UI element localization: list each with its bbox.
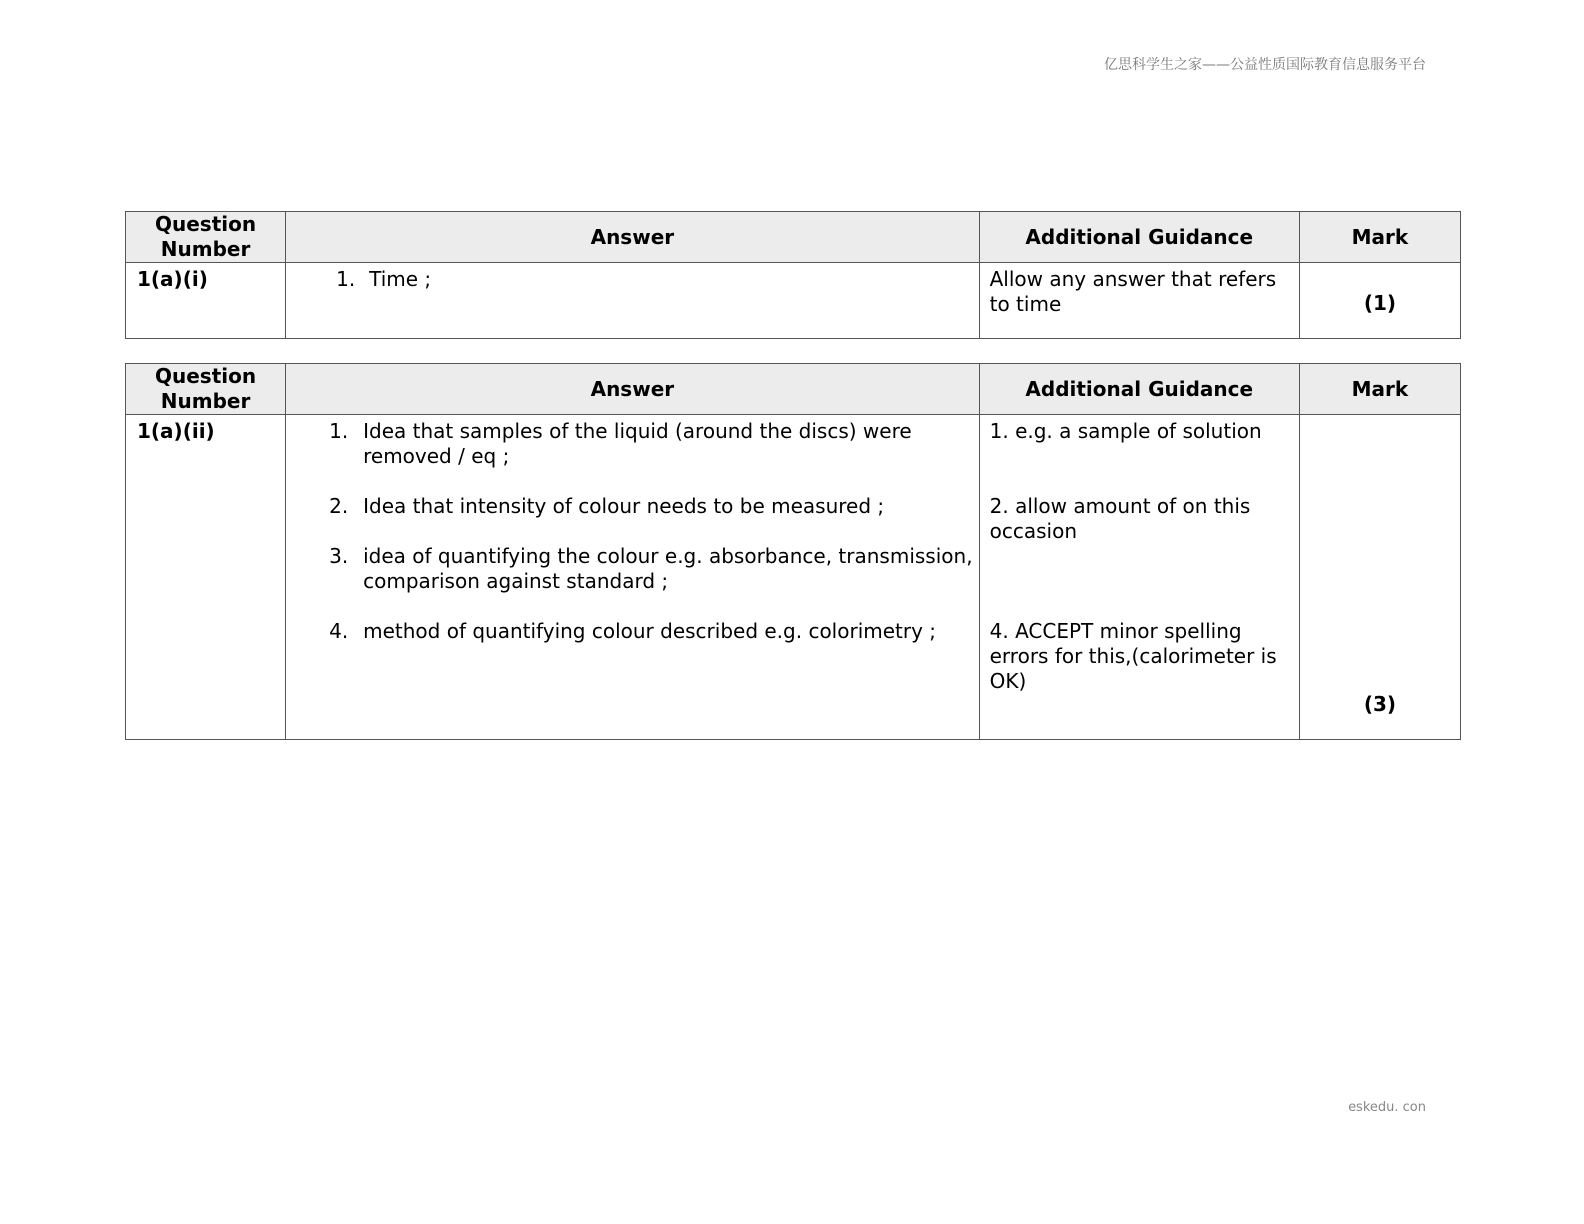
answer-item xyxy=(286,267,979,292)
header-mark: Mark xyxy=(1299,212,1460,263)
table-row xyxy=(126,263,1461,339)
guidance-text: 2. allow amount of on this occasion xyxy=(989,494,1251,543)
header-question-number: Question Number xyxy=(126,212,286,263)
table-header-row xyxy=(126,364,1461,415)
guidance-cell xyxy=(979,415,1299,740)
answer-text: Idea that intensity of colour needs to be measured ; xyxy=(363,494,885,518)
answer-cell xyxy=(286,415,980,740)
answer-text: Time ; xyxy=(369,267,432,291)
answer-item xyxy=(286,419,979,469)
table-row xyxy=(126,415,1461,740)
question-number: 1(a)(ii) xyxy=(126,415,286,740)
answer-text: Idea that samples of the liquid (around the discs) were removed / eq ; xyxy=(363,419,912,468)
answer-cell xyxy=(286,263,980,339)
header-additional-guidance: Additional Guidance xyxy=(979,212,1299,263)
mark-scheme-table-2 xyxy=(125,363,1461,740)
answer-text: idea of quantifying the colour e.g. absorbance, transmission, comparison against standard ; xyxy=(363,544,973,593)
mark-value: (3) xyxy=(1363,692,1397,716)
mark-cell xyxy=(1299,415,1460,740)
footer-note: eskedu. con xyxy=(1348,1100,1426,1115)
answer-number: 3. xyxy=(329,544,349,568)
guidance-cell xyxy=(979,263,1299,339)
answer-number: 1. xyxy=(329,419,349,443)
header-question-number: Question Number xyxy=(126,364,286,415)
guidance-text: 1. e.g. a sample of solution xyxy=(989,419,1262,443)
header-mark: Mark xyxy=(1299,364,1460,415)
header-answer: Answer xyxy=(286,212,980,263)
guidance-text: Allow any answer that refers to time xyxy=(989,267,1277,316)
mark-scheme-table-1 xyxy=(125,211,1461,339)
answer-list xyxy=(286,267,979,292)
guidance-text: 4. ACCEPT minor spelling errors for this,(calorimeter is OK) xyxy=(989,619,1277,693)
question-number: 1(a)(i) xyxy=(126,263,286,339)
mark-value: (1) xyxy=(1363,291,1397,315)
answer-list xyxy=(286,419,979,644)
answer-number: 4. xyxy=(329,619,349,643)
answer-item xyxy=(286,494,979,519)
mark-cell xyxy=(1299,263,1460,339)
header-note: 亿思科学生之家——公益性质国际教育信息服务平台 xyxy=(1104,57,1426,73)
header-answer: Answer xyxy=(286,364,980,415)
answer-text: method of quantifying colour described e.g. colorimetry ; xyxy=(363,619,937,643)
answer-item xyxy=(286,619,979,644)
answer-number: 1. xyxy=(336,267,356,291)
table-header-row xyxy=(126,212,1461,263)
answer-item xyxy=(286,544,979,594)
header-additional-guidance: Additional Guidance xyxy=(979,364,1299,415)
answer-number: 2. xyxy=(329,494,349,518)
